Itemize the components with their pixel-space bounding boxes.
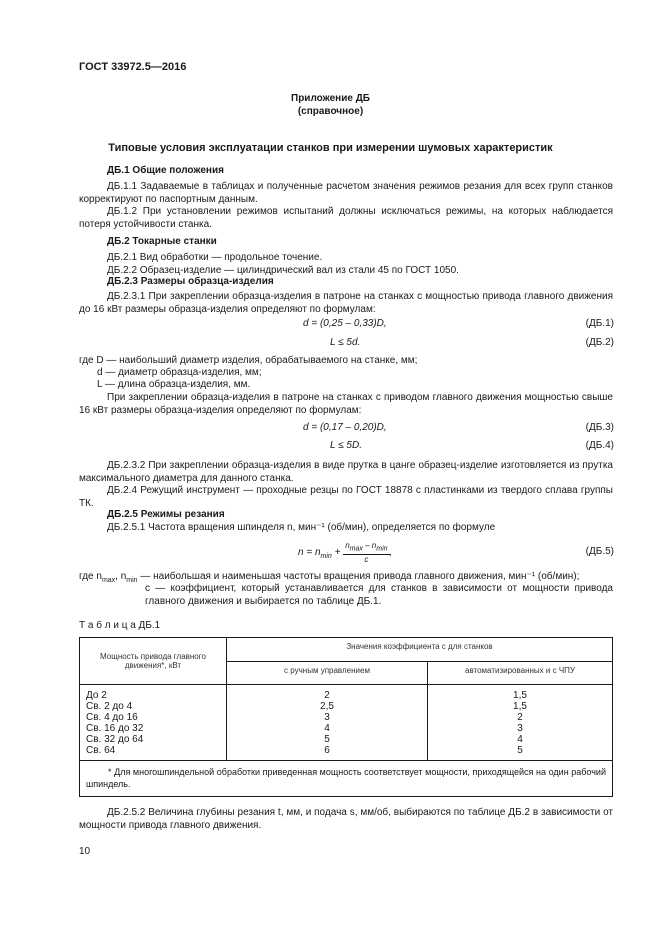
table-header-group: Значения коэффициента c для станков [227,638,613,662]
paragraph-db232: ДБ.2.3.2 При закреплении образца-изделия в виде прутка в цанге образец-изделие изготовляется из прутка максимального диаметра для данного станка. [79,460,613,484]
table-cell: Св. 32 до 64 [86,734,144,745]
table-cell: 2,5 [320,701,334,712]
table-cell: 3 [517,723,523,734]
table-col-auto [428,685,613,761]
equation-number-db4: (ДБ.4) [585,440,614,451]
where-nmax-nmin: где $n_{max}$, $n_{min}$ — наибольшая и наименьшая частоты вращения привода главного движения, мин⁻¹ (об/мин); [79,571,580,584]
table-cell: Св. 16 до 32 [86,723,144,734]
equation-db1: d = (0,25 – 0,33)D, [303,318,387,329]
where-d-large: где D — наибольший диаметр изделия, обрабатываемого на станке, мм; [79,355,418,366]
eq5-min-sub: min [320,553,332,560]
equation-db4: L ≤ 5D. [330,440,362,451]
where-d-small: d — диаметр образца-изделия, мм; [97,367,262,378]
table-col-manual [227,685,428,761]
table-cell: 4 [324,723,330,734]
eq5-tail: , [389,547,393,558]
where-l: L — длина образца-изделия, мм. [97,379,251,390]
subsection-heading-db25: ДБ.2.5 Режимы резания [107,509,225,520]
table-cell: Св. 4 до 16 [86,712,138,723]
table-cell: Св. 2 до 4 [86,701,133,712]
table-header-manual: с ручным управлением [227,661,428,685]
table-cell: 5 [324,734,330,745]
table-cell: 5 [517,745,523,756]
table-cell: До 2 [86,690,107,701]
eq5-fraction [343,541,389,564]
table-footnote: * Для многошпиндельной обработки приведенная мощность соответствует мощности, приходящейся на один рабочий шпиндель. [80,761,613,797]
table-cell: 1,5 [513,701,527,712]
paragraph-db231b: При закреплении образца-изделия в патроне на станках с приводом главного движения мощностью свыше 16 кВт размеры образца-изделия определяют по формулам: [79,392,613,416]
paragraph-db1-2: ДБ.1.2 При установлении режимов испытаний должны исключаться режимы, на которых наблюдается потеря устойчивости станка. [79,206,613,230]
paragraph-db24: ДБ.2.4 Режущий инструмент — проходные резцы по ГОСТ 18878 с пластинками из твердого сплава группы ТК. [79,485,613,509]
table-cell: 3 [324,712,330,723]
eq5-plus: + [334,547,341,558]
section-heading-db1: ДБ.1 Общие положения [107,165,224,176]
where-c: c — коэффициент, который устанавливается для станков в зависимости от мощности привода главного движения и выбирается по таблице ДБ.1. [145,583,613,607]
equation-number-db2: (ДБ.2) [585,337,614,348]
table-col-power [80,685,227,761]
paragraph-db2-1: ДБ.2.1 Вид обработки — продольное точение. [107,252,323,263]
equation-number-db1: (ДБ.1) [585,318,614,329]
main-title: Типовые условия эксплуатации станков при измерении шумовых характеристик [108,142,553,154]
subsection-heading-db23: ДБ.2.3 Размеры образца-изделия [107,276,274,287]
paragraph-db231: ДБ.2.3.1 При закреплении образца-изделия в патроне на станках с мощностью привода главного движения до 16 кВт размеры образца-изделия определяют по формулам: [79,291,613,315]
table-body [80,685,613,761]
paragraph-db1-1: ДБ.1.1 Задаваемые в таблицах и полученные расчетом значения режимов резания для всех групп станков корректируют по паспортным данным. [79,181,613,205]
table-caption: Т а б л и ц а ДБ.1 [79,620,161,631]
table-cell: 6 [324,745,330,756]
table-header-auto: автоматизированных и с ЧПУ [428,661,613,685]
appendix-subtitle: (справочное) [297,106,364,117]
table-cell: 2 [324,690,330,701]
paragraph-db252: ДБ.2.5.2 Величина глубины резания t, мм, и подача s, мм/об, выбираются по таблице ДБ.2 в зависимости от мощности привода главного движения. [79,807,613,831]
paragraph-db2-2: ДБ.2.2 Образец-изделие — цилиндрический вал из стали 45 по ГОСТ 1050. [107,265,459,276]
table-cell: Св. 64 [86,745,116,756]
eq5-numerator: $n_{max} - n_{min}$ [345,541,388,553]
table-cell: 2 [517,712,523,723]
appendix-title: Приложение ДБ [291,93,370,104]
section-heading-db2: ДБ.2 Токарные станки [107,236,217,247]
eq5-denominator: c [364,554,369,564]
equation-db5 [298,540,392,566]
standard-designation: ГОСТ 33972.5—2016 [79,61,187,73]
table-cell: 1,5 [513,690,527,701]
table-header-power: Мощность привода главного движения*, кВт [80,638,227,685]
equation-db3: d = (0,17 – 0,20)D, [303,422,387,433]
equation-number-db5: (ДБ.5) [585,546,614,557]
equation-number-db3: (ДБ.3) [585,422,614,433]
page-number: 10 [79,846,91,857]
coefficient-table [79,637,613,797]
eq5-lhs: n = n [298,547,321,558]
equation-db2: L ≤ 5d. [330,337,361,348]
paragraph-db251: ДБ.2.5.1 Частота вращения шпинделя n, мин⁻¹ (об/мин), определяется по формуле [107,522,496,533]
table-cell: 4 [517,734,523,745]
